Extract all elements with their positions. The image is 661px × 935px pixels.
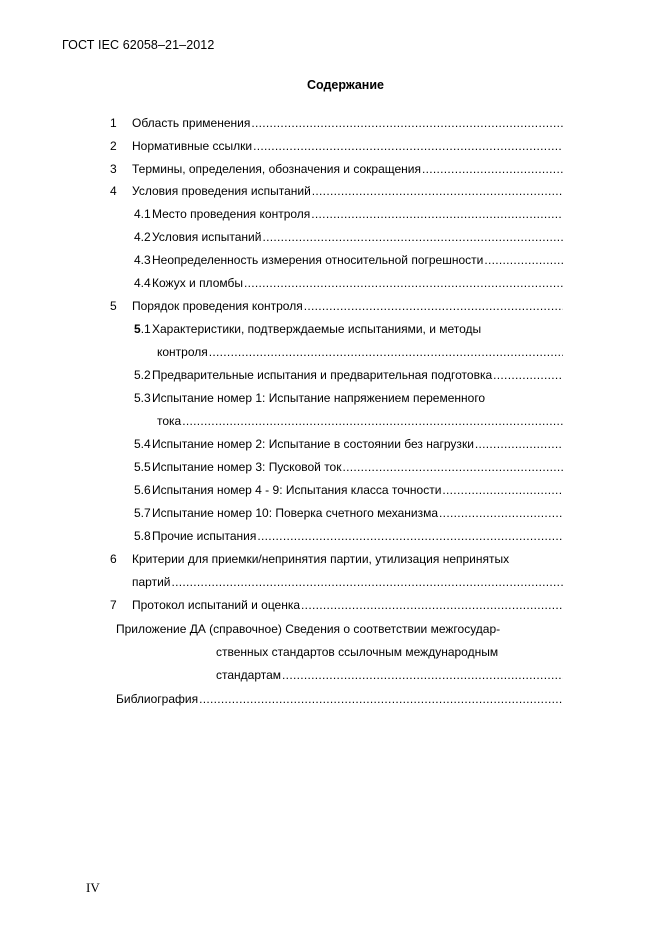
toc-number: 4.4	[134, 276, 151, 290]
toc-title: стандартам	[216, 668, 282, 682]
toc-title: контроля	[157, 345, 208, 359]
toc-item-3[interactable]	[110, 160, 563, 178]
toc-number: 4.1	[134, 207, 151, 221]
toc-number: 4	[110, 184, 117, 198]
toc-number: 5.6	[134, 483, 151, 497]
toc-item-5-3-line1[interactable]	[134, 389, 563, 407]
toc-title: Неопределенность измерения относительной погрешности	[152, 253, 484, 267]
toc-number: 2	[110, 139, 117, 153]
toc-title: Испытание номер 3: Пусковой ток	[152, 460, 342, 474]
toc-title: Термины, определения, обозначения и сокращения	[132, 162, 421, 176]
toc-title: Нормативные ссылки	[132, 139, 253, 153]
toc-item-4-3[interactable]	[134, 251, 563, 269]
toc-title: ственных стандартов ссылочным международным	[216, 645, 499, 659]
toc-item-5-4[interactable]	[134, 435, 563, 453]
toc-number: 5.5	[134, 460, 151, 474]
toc-number: 3	[110, 162, 117, 176]
toc-title: Критерии для приемки/непринятия партии, утилизация непринятых	[132, 552, 510, 566]
toc-title: Предварительные испытания и предварительная подготовка	[152, 368, 493, 382]
toc-title: партий	[132, 575, 171, 589]
toc-item-5-2[interactable]	[134, 366, 563, 384]
toc-title: Порядок проведения контроля	[132, 299, 303, 313]
document-code-header: ГОСТ IEC 62058–21–2012	[62, 38, 215, 52]
toc-title: Протокол испытаний и оценка	[132, 598, 301, 612]
toc-number: 5.4	[134, 437, 151, 451]
toc-title: Место проведения контроля	[152, 207, 311, 221]
toc-item-4-2[interactable]	[134, 228, 563, 246]
toc-item-1[interactable]	[110, 114, 563, 132]
toc-item-5-8[interactable]	[134, 527, 563, 545]
toc-appendix-line1[interactable]	[116, 620, 563, 638]
toc-item-7[interactable]	[110, 596, 563, 614]
toc-title: Испытание номер 2: Испытание в состоянии без нагрузки	[152, 437, 474, 451]
toc-number: 5.1	[134, 322, 151, 336]
toc-item-5-3-line2[interactable]	[157, 412, 563, 430]
toc-title: Библиография	[116, 692, 199, 706]
toc-title: тока	[157, 414, 182, 428]
toc-item-5-1-line2[interactable]	[157, 343, 563, 361]
toc-item-6-line2[interactable]	[132, 573, 563, 591]
toc-item-6-line1[interactable]	[110, 550, 563, 568]
page-title: Содержание	[306, 78, 384, 92]
toc-title: Приложение ДА (справочное) Сведения о соответствии межгосудар-	[116, 622, 501, 636]
toc-item-5-6[interactable]	[134, 481, 563, 499]
toc-number: 5	[110, 299, 117, 313]
toc-number: 5.8	[134, 529, 151, 543]
toc-item-4[interactable]	[110, 182, 563, 200]
toc-number: 5.7	[134, 506, 151, 520]
toc-title: Условия проведения испытаний	[132, 184, 311, 198]
toc-number: 4.3	[134, 253, 151, 267]
toc-number: 5.3	[134, 391, 151, 405]
toc-item-4-1[interactable]	[134, 205, 563, 223]
toc-appendix-line2[interactable]	[216, 643, 563, 661]
toc-item-5-1-line1[interactable]	[134, 320, 563, 338]
toc-title: Испытание номер 10: Поверка счетного механизма	[152, 506, 439, 520]
toc-item-5-5[interactable]	[134, 458, 563, 476]
toc-item-4-4[interactable]	[134, 274, 563, 292]
toc-item-2[interactable]	[110, 137, 563, 155]
toc-title: Условия испытаний	[152, 230, 262, 244]
page-number: IV	[86, 880, 100, 895]
toc-bibliography[interactable]	[116, 690, 563, 708]
toc-title: Характеристики, подтверждаемые испытаниями, и методы	[152, 322, 482, 336]
toc-title: Испытание номер 1: Испытание напряжением переменного	[152, 391, 486, 405]
toc-number: 7	[110, 598, 117, 612]
toc-appendix-line3[interactable]	[216, 666, 563, 684]
toc-item-5-7[interactable]	[134, 504, 563, 522]
toc-title: Прочие испытания	[152, 529, 257, 543]
toc-title: Кожух и пломбы	[152, 276, 243, 290]
toc-number: 1	[110, 116, 117, 130]
toc-title: Область применения	[132, 116, 251, 130]
toc-number: 4.2	[134, 230, 151, 244]
toc-title: Испытания номер 4 - 9: Испытания класса точности	[152, 483, 442, 497]
toc-item-5[interactable]	[110, 297, 563, 315]
toc-number: 5.2	[134, 368, 151, 382]
toc-number: 6	[110, 552, 117, 566]
